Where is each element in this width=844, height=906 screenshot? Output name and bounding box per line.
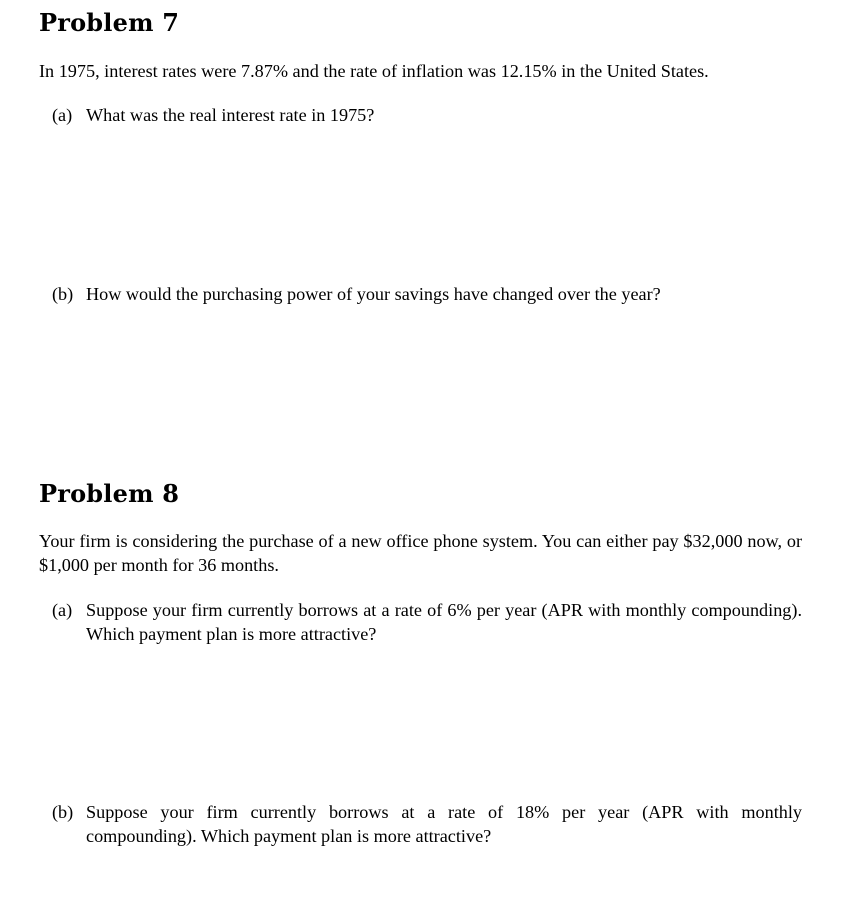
problem-8-title: Problem 8 — [39, 479, 180, 508]
problem-8-part-b — [52, 800, 802, 848]
part-label: (a) — [52, 105, 73, 125]
problem-7-part-b — [52, 282, 802, 306]
part-question: How would the purchasing power of your savings have changed over the year? — [86, 284, 661, 304]
part-question: What was the real interest rate in 1975? — [86, 105, 375, 125]
problem-8-part-a — [52, 598, 802, 646]
part-question: Suppose your firm currently borrows at a rate of 6% per year (APR with monthly compounding). Which payment plan is more attractive? — [86, 600, 802, 644]
problem-7-title: Problem 7 — [39, 8, 180, 37]
part-label: (a) — [52, 600, 73, 620]
part-question: Suppose your firm currently borrows at a rate of 18% per year (APR with monthly compounding). Which payment plan is more attractive? — [86, 802, 802, 846]
part-label: (b) — [52, 284, 74, 304]
part-label: (b) — [52, 802, 74, 822]
problem-8-intro: Your firm is considering the purchase of a new office phone system. You can either pay $32,000 now, or $1,000 per month for 36 months. — [39, 531, 802, 575]
problem-7-part-a — [52, 103, 802, 127]
problem-7-intro: In 1975, interest rates were 7.87% and the rate of inflation was 12.15% in the United States. — [39, 61, 709, 81]
